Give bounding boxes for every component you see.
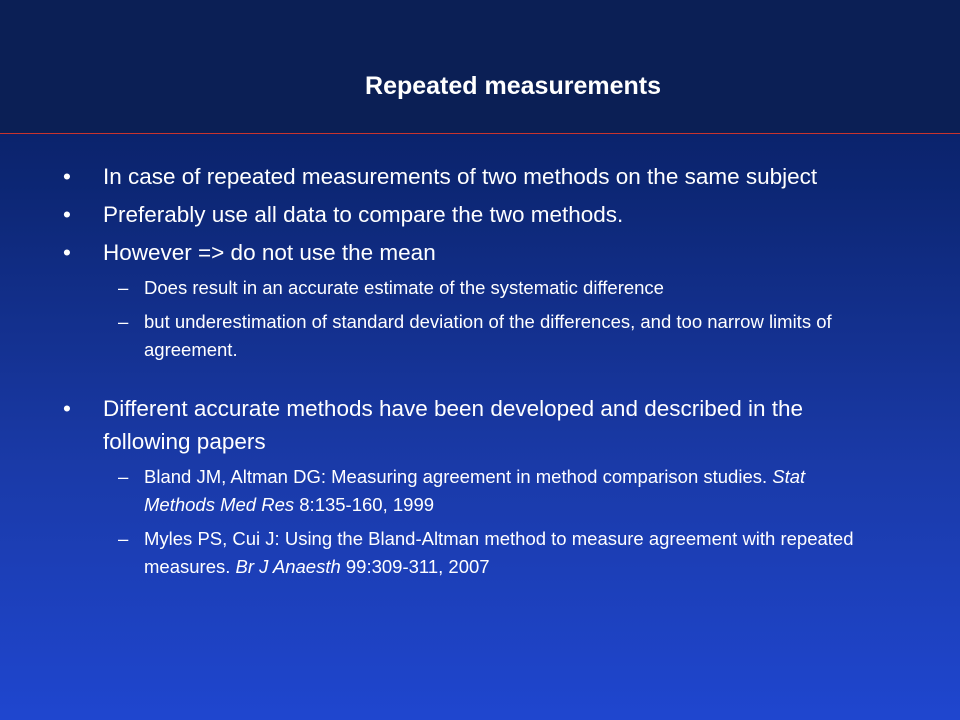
spacer <box>0 370 960 392</box>
slide-title: Repeated measurements <box>365 72 661 100</box>
title-bar <box>0 0 960 134</box>
reference-myles-cui <box>0 525 960 581</box>
bullet-text: Different accurate methods have been developed and described in the following papers <box>103 396 804 454</box>
bullet-marker: • <box>63 164 71 189</box>
dash-marker: – <box>118 528 129 549</box>
bullet-marker: • <box>63 202 71 227</box>
reference-citation: 99:309-311, 2007 <box>340 556 490 577</box>
bullet-use-all-data <box>0 198 960 231</box>
bullet-marker: • <box>63 240 71 265</box>
sub-bullet-systematic-difference <box>0 274 960 302</box>
bullet-do-not-use-mean <box>0 236 960 269</box>
bullet-text: Preferably use all data to compare the two methods. <box>103 202 624 227</box>
reference-journal: Br J Anaesth <box>235 556 341 577</box>
reference-journal: Stat Methods Med Res <box>144 466 806 515</box>
dash-marker: – <box>118 466 129 487</box>
dash-marker: – <box>118 311 129 332</box>
bullet-repeated-measurements <box>0 160 960 193</box>
slide-content <box>0 160 960 587</box>
reference-authors-title: Bland JM, Altman DG: Measuring agreement in method comparison studies. <box>144 466 773 487</box>
dash-marker: – <box>118 277 129 298</box>
sub-bullet-text: but underestimation of standard deviation of the differences, and too narrow limits of agreement. <box>144 311 832 360</box>
bullet-text: However => do not use the mean <box>103 240 436 265</box>
bullet-marker: • <box>63 396 71 421</box>
bullet-text: In case of repeated measurements of two methods on the same subject <box>103 164 818 189</box>
reference-bland-altman <box>0 463 960 519</box>
bullet-accurate-methods <box>0 392 960 458</box>
reference-citation: 8:135-160, 1999 <box>294 494 435 515</box>
sub-bullet-underestimation <box>0 308 960 364</box>
title-divider <box>0 133 960 134</box>
reference-authors-title: Myles PS, Cui J: Using the Bland-Altman method to measure agreement with repeated measures. <box>144 528 854 577</box>
sub-bullet-text: Does result in an accurate estimate of the systematic difference <box>144 277 664 298</box>
